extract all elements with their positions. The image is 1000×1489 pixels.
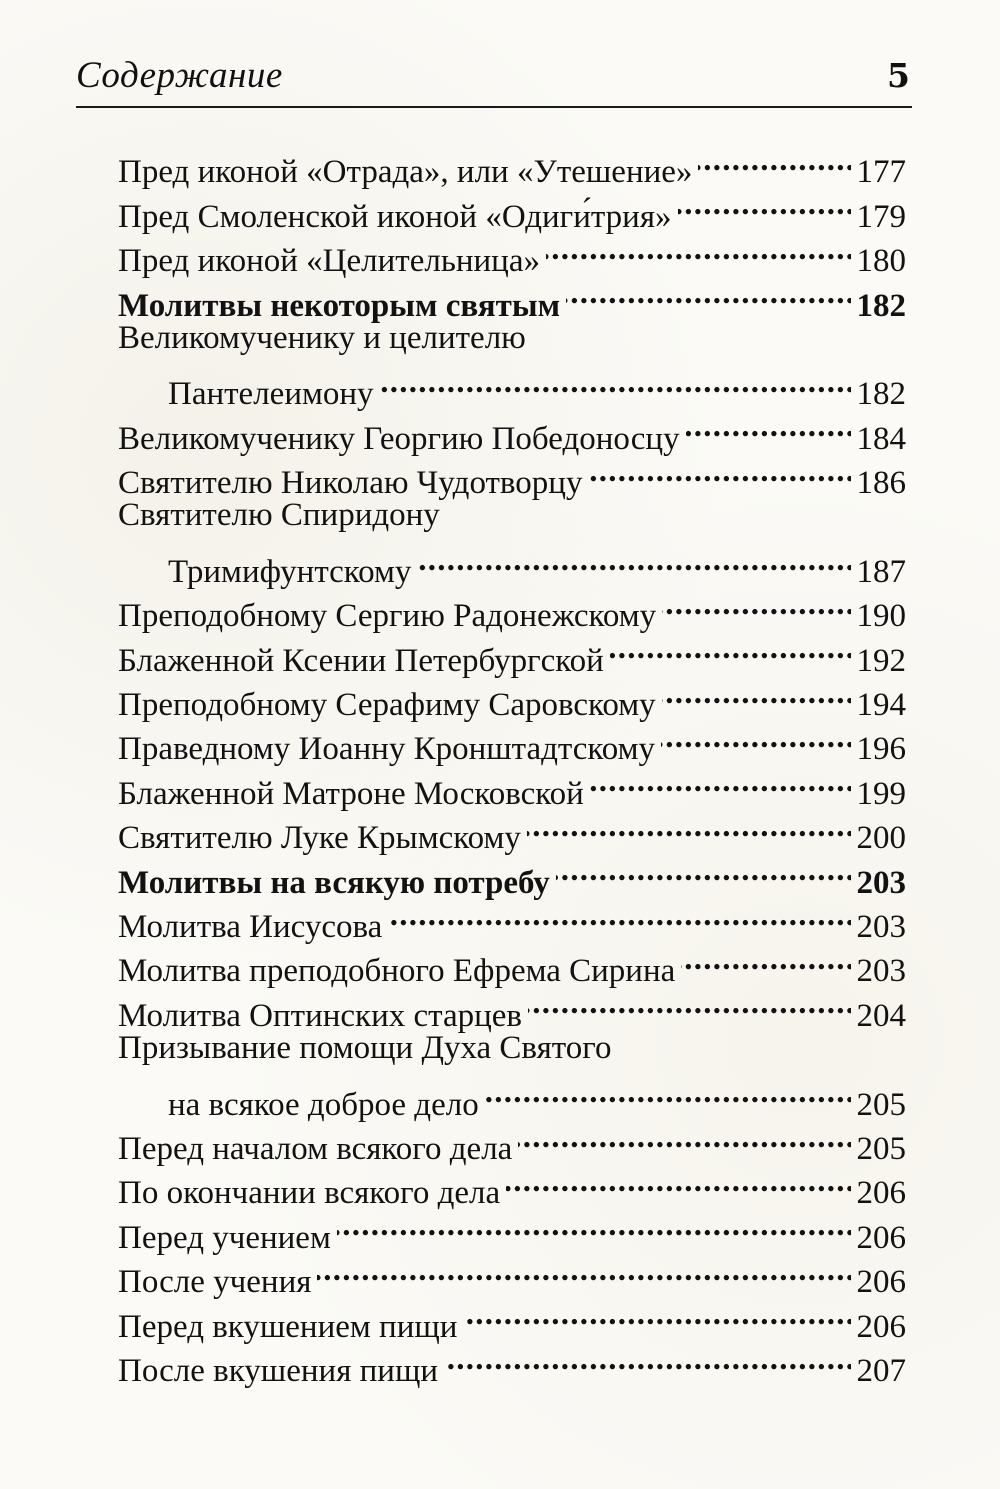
toc-entry-title: Преподобному Серафиму Саровскому: [118, 687, 656, 724]
toc-entry-title: По окончании всякого дела: [118, 1175, 501, 1212]
toc-entry-page: 182: [856, 376, 906, 413]
toc-entry-continuation[interactable]: [118, 538, 906, 590]
toc-entry-page: 180: [856, 243, 906, 280]
dot-leader: [337, 1203, 851, 1247]
toc-entry-title: Пред иконой «Целительница»: [118, 243, 540, 280]
toc-entry[interactable]: [118, 1026, 906, 1070]
toc-entry-page: 190: [856, 598, 906, 635]
running-head: [76, 52, 912, 108]
dot-leader: [388, 893, 850, 937]
dot-leader: [485, 1070, 851, 1114]
toc-entry-page: 207: [856, 1352, 906, 1389]
dot-leader: [518, 1115, 850, 1159]
dot-leader: [681, 937, 850, 981]
toc-entry-page: 204: [856, 997, 906, 1034]
toc-entry-continuation[interactable]: [118, 360, 906, 413]
toc-entry-title: Святителю Николаю Чудотворцу: [118, 465, 583, 502]
section-title: Содержание: [76, 55, 283, 96]
toc-entry-title: Преподобному Сергию Радонежскому: [118, 598, 657, 635]
toc-entry-page: 184: [856, 420, 906, 457]
dot-leader: [662, 582, 850, 626]
toc-entry-title: Пред Смоленской иконой «Одиги́трия»: [118, 198, 672, 235]
toc-entry-title: После вкушения пищи: [118, 1352, 439, 1389]
toc-entry[interactable]: [118, 138, 906, 191]
toc-entry-page: 199: [856, 775, 906, 812]
toc-entry-title: Пред иконой «Отрада», или «Утешение»: [118, 154, 693, 191]
toc-entry-title: Перед началом всякого дела: [118, 1130, 513, 1167]
table-of-contents: [118, 138, 906, 1389]
toc-entry-title: Святителю Спиридону: [118, 497, 440, 534]
dot-leader: [528, 981, 850, 1025]
toc-entry-continuation[interactable]: [118, 1070, 906, 1123]
dot-leader: [662, 671, 851, 715]
toc-entry-title-continued: Пантелеимону: [168, 376, 374, 413]
toc-entry-page: 196: [856, 731, 906, 768]
toc-entry-page: 206: [856, 1175, 906, 1212]
toc-entry-title: Праведному Иоанну Кронштадтскому: [118, 731, 656, 768]
toc-entry-title: Блаженной Ксении Петербургской: [118, 642, 604, 679]
toc-entry-title-continued: Тримифунтскому: [168, 553, 412, 590]
toc-entry-title: Молитва преподобного Ефрема Сирина: [118, 953, 676, 990]
dot-leader: [610, 626, 851, 670]
toc-entry-page: 182: [856, 287, 906, 324]
toc-entry-title: После учения: [118, 1264, 312, 1301]
toc-entry-title: Молитвы некоторым святым: [118, 287, 561, 324]
toc-entry-page: 187: [856, 553, 906, 590]
dot-leader: [417, 538, 850, 582]
toc-entry-page: 179: [856, 198, 906, 235]
dot-leader: [588, 449, 850, 493]
dot-leader: [661, 715, 850, 759]
dot-leader: [556, 848, 851, 892]
toc-entry-page: 205: [856, 1086, 906, 1123]
dot-leader: [566, 271, 850, 315]
toc-entry-title: Молитва Иисусова: [118, 909, 383, 946]
dot-leader: [317, 1248, 850, 1292]
toc-entry-title: Великомученику и целителю: [118, 319, 526, 356]
dot-leader: [590, 759, 851, 803]
toc-entry-page: 194: [856, 687, 906, 724]
toc-entry-page: 203: [856, 909, 906, 946]
toc-entry-page: 203: [856, 864, 906, 901]
toc-entry-page: 200: [856, 820, 906, 857]
toc-entry-page: 192: [856, 642, 906, 679]
dot-leader: [698, 138, 850, 182]
toc-entry-title: Молитвы на всякую потребу: [118, 864, 550, 901]
toc-entry-title: Перед вкушением пищи: [118, 1308, 458, 1345]
toc-entry-title: Призывание помощи Духа Святого: [118, 1029, 612, 1066]
dot-leader: [463, 1292, 850, 1336]
page-number: 5: [887, 56, 910, 95]
dot-leader: [686, 404, 851, 448]
toc-entry-title: Блаженной Матроне Московской: [118, 775, 584, 812]
toc-entry-title: Великомученику Георгию Победоносцу: [118, 420, 680, 457]
dot-leader: [506, 1159, 850, 1203]
toc-entry-page: 186: [856, 465, 906, 502]
dot-leader: [678, 182, 851, 226]
toc-entry-title: Молитва Оптинских старцев: [118, 997, 523, 1034]
toc-entry-page: 203: [856, 953, 906, 990]
dot-leader: [444, 1337, 850, 1381]
dot-leader: [527, 804, 851, 848]
toc-entry[interactable]: [118, 316, 906, 360]
toc-entry-page: 206: [856, 1219, 906, 1256]
toc-entry-page: 206: [856, 1264, 906, 1301]
toc-entry-title: Перед учением: [118, 1219, 331, 1256]
toc-entry-page: 206: [856, 1308, 906, 1345]
dot-leader: [380, 360, 851, 404]
dot-leader: [546, 227, 851, 271]
toc-entry-title-continued: на всякое доброе дело: [168, 1086, 479, 1123]
toc-entry-title: Святителю Луке Крымскому: [118, 820, 521, 857]
toc-entry-page: 177: [856, 154, 906, 191]
toc-entry-page: 205: [856, 1130, 906, 1167]
